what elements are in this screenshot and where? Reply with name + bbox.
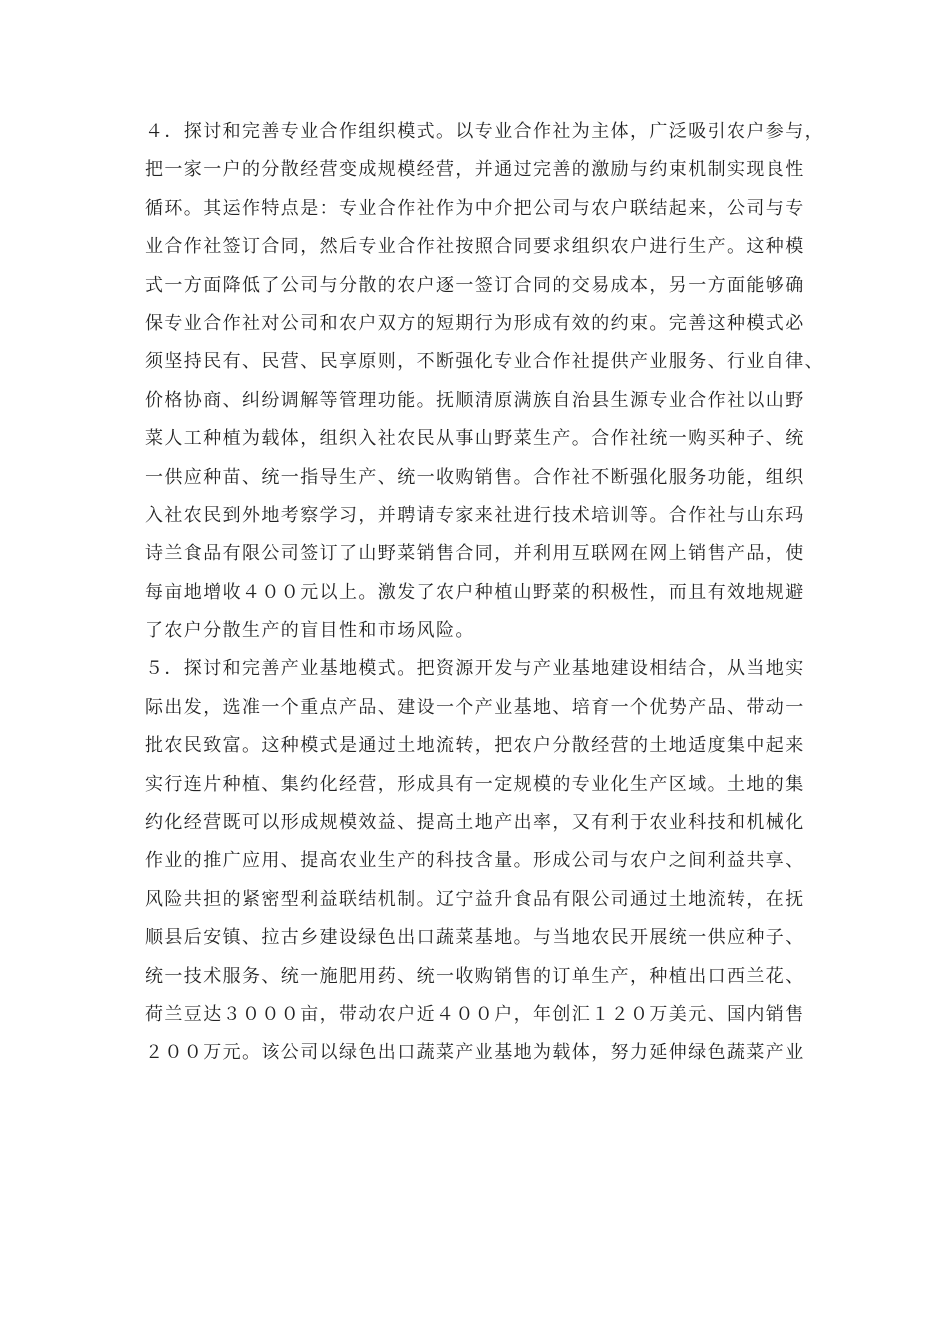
text-line: 顺县后安镇、拉古乡建设绿色出口蔬菜基地。与当地农民开展统一供应种子、 (145, 927, 805, 949)
text-line: 菜人工种植为载体，组织入社农民从事山野菜生产。合作社统一购买种子、统 (145, 428, 805, 450)
text-line: 诗兰食品有限公司签订了山野菜销售合同，并利用互联网在网上销售产品，使 (145, 543, 805, 565)
text-line: 业合作社签订合同，然后专业合作社按照合同要求组织农户进行生产。这种模 (145, 236, 805, 258)
text-line: 循环。其运作特点是：专业合作社作为中介把公司与农户联结起来，公司与专 (145, 197, 805, 219)
text-line: 一供应种苗、统一指导生产、统一收购销售。合作社不断强化服务功能，组织 (145, 466, 805, 488)
text-line: ４．探讨和完善专业合作组织模式。以专业合作社为主体，广泛吸引农户参与， (145, 121, 824, 142)
text-line: ２００万元。该公司以绿色出口蔬菜产业基地为载体，努力延伸绿色蔬菜产业 (145, 1042, 805, 1064)
text-line: 式一方面降低了公司与分散的农户逐一签订合同的交易成本，另一方面能够确 (145, 274, 805, 296)
text-line: 作业的推广应用、提高农业生产的科技含量。形成公司与农户之间利益共享、 (145, 850, 805, 872)
text-line: 风险共担的紧密型利益联结机制。辽宁益升食品有限公司通过土地流转，在抚 (145, 888, 805, 910)
text-line: 统一技术服务、统一施肥用药、统一收购销售的订单生产，种植出口西兰花、 (145, 965, 805, 987)
body-text (145, 113, 825, 1073)
text-line: 际出发，选准一个重点产品、建设一个产业基地、培育一个优势产品、带动一 (145, 696, 805, 718)
text-line: 保专业合作社对公司和农户双方的短期行为形成有效的约束。完善这种模式必 (145, 312, 805, 334)
text-line: 了农户分散生产的盲目性和市场风险。 (145, 620, 475, 642)
text-line: 每亩地增收４００元以上。激发了农户种植山野菜的积极性，而且有效地规避 (145, 581, 805, 603)
text-line: 约化经营既可以形成规模效益、提高土地产出率，又有利于农业科技和机械化 (145, 812, 805, 834)
text-line: 把一家一户的分散经营变成规模经营，并通过完善的激励与约束机制实现良性 (145, 159, 805, 181)
text-line: 须坚持民有、民营、民享原则，不断强化专业合作社提供产业服务、行业自律、 (145, 351, 824, 373)
text-line: 入社农民到外地考察学习，并聘请专家来社进行技术培训等。合作社与山东玛 (145, 504, 805, 526)
text-line: ５．探讨和完善产业基地模式。把资源开发与产业基地建设相结合，从当地实 (145, 658, 805, 680)
text-line: 荷兰豆达３０００亩，带动农户近４００户，年创汇１２０万美元、国内销售 (145, 1003, 805, 1025)
text-line: 批农民致富。这种模式是通过土地流转，把农户分散经营的土地适度集中起来 (145, 735, 805, 757)
text-line: 实行连片种植、集约化经营，形成具有一定规模的专业化生产区域。土地的集 (145, 773, 805, 795)
text-line: 价格协商、纠纷调解等管理功能。抚顺清原满族自治县生源专业合作社以山野 (145, 389, 805, 411)
